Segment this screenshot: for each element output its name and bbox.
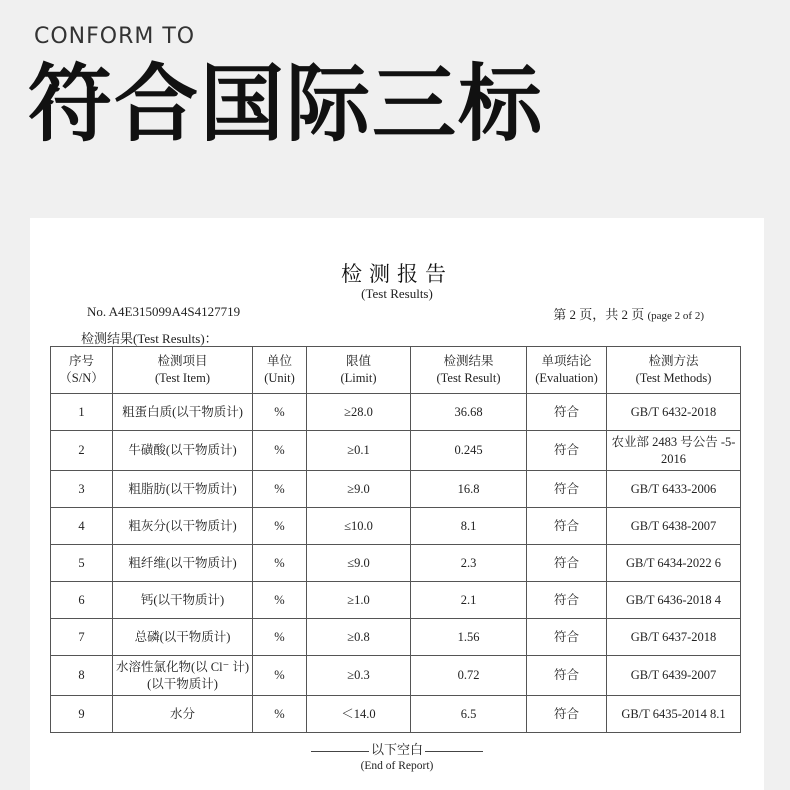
cell-unit: % xyxy=(253,471,307,508)
cell-sn: 4 xyxy=(51,508,113,545)
cell-test-item: 粗蛋白质(以干物质计) xyxy=(113,394,253,431)
cell-test-item: 粗脂肪(以干物质计) xyxy=(113,471,253,508)
results-table xyxy=(50,346,741,733)
cell-unit: % xyxy=(253,394,307,431)
cell-test-item: 钙(以干物质计) xyxy=(113,582,253,619)
page-headline: 符合国际三标 xyxy=(28,55,545,153)
cell-test-item: 总磷(以干物质计) xyxy=(113,619,253,656)
cell-method: GB/T 6433-2006 xyxy=(607,471,741,508)
cell-unit: % xyxy=(253,582,307,619)
end-of-report-marker xyxy=(30,739,764,758)
cell-limit: ≥0.8 xyxy=(307,619,411,656)
column-header-method: 检测方法 (Test Methods) xyxy=(607,347,741,394)
cell-test-item: 牛磺酸(以干物质计) xyxy=(113,431,253,471)
cell-unit: % xyxy=(253,431,307,471)
end-of-report-text: 以下空白 xyxy=(370,742,423,757)
cell-evaluation: 符合 xyxy=(527,431,607,471)
table-row xyxy=(51,508,741,545)
cell-result: 2.1 xyxy=(411,582,527,619)
cell-sn: 1 xyxy=(51,394,113,431)
cell-limit: ＜14.0 xyxy=(307,696,411,733)
cell-method: GB/T 6439-2007 xyxy=(607,656,741,696)
cell-method: GB/T 6437-2018 xyxy=(607,619,741,656)
eyebrow-text: CONFORM TO xyxy=(34,24,196,49)
cell-limit: ≥1.0 xyxy=(307,582,411,619)
cell-method: 农业部 2483 号公告 -5-2016 xyxy=(607,431,741,471)
cell-result: 8.1 xyxy=(411,508,527,545)
cell-result: 0.72 xyxy=(411,656,527,696)
cell-result: 0.245 xyxy=(411,431,527,471)
cell-test-item: 粗灰分(以干物质计) xyxy=(113,508,253,545)
cell-evaluation: 符合 xyxy=(527,582,607,619)
cell-unit: % xyxy=(253,545,307,582)
cell-unit: % xyxy=(253,508,307,545)
end-dash-left xyxy=(311,751,369,752)
cell-sn: 6 xyxy=(51,582,113,619)
cell-evaluation: 符合 xyxy=(527,696,607,733)
table-row xyxy=(51,619,741,656)
cell-evaluation: 符合 xyxy=(527,508,607,545)
cell-limit: ≥0.3 xyxy=(307,656,411,696)
cell-limit: ≥9.0 xyxy=(307,471,411,508)
cell-method: GB/T 6436-2018 4 xyxy=(607,582,741,619)
cell-evaluation: 符合 xyxy=(527,394,607,431)
column-header-result: 检测结果 (Test Result) xyxy=(411,347,527,394)
report-number: No. A4E315099A4S4127719 xyxy=(87,304,241,319)
table-row xyxy=(51,656,741,696)
test-report-document xyxy=(30,218,764,790)
column-header-item: 检测项目 (Test Item) xyxy=(113,347,253,394)
cell-sn: 2 xyxy=(51,431,113,471)
end-of-report-text-en: (End of Report) xyxy=(360,760,434,772)
cell-unit: % xyxy=(253,656,307,696)
cell-unit: % xyxy=(253,619,307,656)
page-indicator-cn: 第 2 页，共 2 页 xyxy=(553,307,645,322)
cell-result: 36.68 xyxy=(411,394,527,431)
column-header-limit: 限值 (Limit) xyxy=(307,347,411,394)
report-subtitle: (Test Results) xyxy=(361,286,433,301)
cell-result: 1.56 xyxy=(411,619,527,656)
page-indicator-en: (page 2 of 2) xyxy=(647,310,704,322)
table-row xyxy=(51,696,741,733)
cell-unit: % xyxy=(253,696,307,733)
column-header-sn: 序号 （S/N） xyxy=(51,347,113,394)
table-row xyxy=(51,545,741,582)
cell-result: 6.5 xyxy=(411,696,527,733)
report-title: 检测报告 xyxy=(341,262,453,286)
cell-limit: ≤9.0 xyxy=(307,545,411,582)
cell-method: GB/T 6435-2014 8.1 xyxy=(607,696,741,733)
results-label: 检测结果(Test Results)： xyxy=(81,331,218,346)
page-indicator xyxy=(553,304,704,323)
cell-method: GB/T 6432-2018 xyxy=(607,394,741,431)
cell-sn: 7 xyxy=(51,619,113,656)
table-row xyxy=(51,394,741,431)
table-body xyxy=(51,394,741,733)
column-header-unit: 单位 (Unit) xyxy=(253,347,307,394)
cell-test-item: 水分 xyxy=(113,696,253,733)
cell-evaluation: 符合 xyxy=(527,619,607,656)
column-header-evaluation: 单项结论 (Evaluation) xyxy=(527,347,607,394)
cell-limit: ≥0.1 xyxy=(307,431,411,471)
cell-sn: 3 xyxy=(51,471,113,508)
cell-limit: ≥28.0 xyxy=(307,394,411,431)
cell-evaluation: 符合 xyxy=(527,545,607,582)
cell-result: 2.3 xyxy=(411,545,527,582)
table-row xyxy=(51,471,741,508)
cell-method: GB/T 6434-2022 6 xyxy=(607,545,741,582)
cell-result: 16.8 xyxy=(411,471,527,508)
cell-evaluation: 符合 xyxy=(527,656,607,696)
cell-evaluation: 符合 xyxy=(527,471,607,508)
cell-sn: 5 xyxy=(51,545,113,582)
cell-sn: 8 xyxy=(51,656,113,696)
table-header-row xyxy=(51,347,741,394)
table-row xyxy=(51,582,741,619)
table-row xyxy=(51,431,741,471)
end-dash-right xyxy=(425,751,483,752)
cell-limit: ≤10.0 xyxy=(307,508,411,545)
cell-test-item: 水溶性氯化物(以 Cl⁻ 计)(以干物质计) xyxy=(113,656,253,696)
cell-test-item: 粗纤维(以干物质计) xyxy=(113,545,253,582)
cell-sn: 9 xyxy=(51,696,113,733)
cell-method: GB/T 6438-2007 xyxy=(607,508,741,545)
